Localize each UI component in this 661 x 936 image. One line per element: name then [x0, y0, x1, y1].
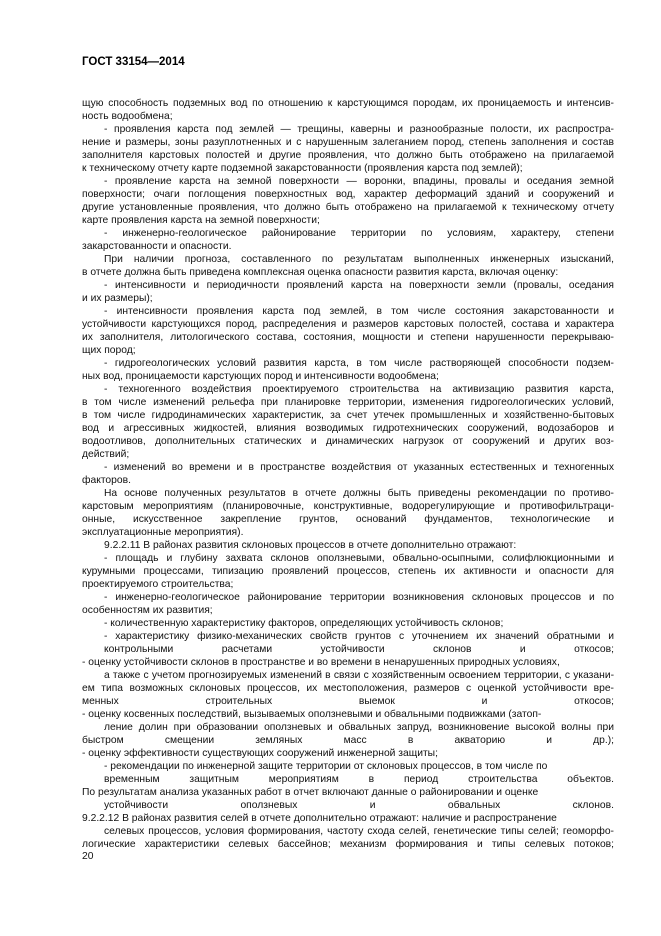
text-line: логические характеристики селевых бассейнов; механизм формирования и типы селевых потоков;	[82, 839, 614, 850]
text-line: менных строительных выемок и откосов;	[82, 696, 614, 707]
text-line: - оценку эффективности существующих сооружений инженерной защиты;	[82, 748, 438, 759]
text-line: щую способность подземных вод по отношению к карстующимся породам, их проницаемость и интенсив-	[82, 98, 614, 109]
text-line: онные, искусственное закрепление грунтов, оснований фундаментов, технологические и	[82, 514, 614, 525]
text-line: По результатам анализа указанных работ в отчет включают данные о районировании и оценке	[82, 787, 539, 798]
text-line: - интенсивности проявления карста под землей, в том числе состояния закарстованности и	[104, 306, 614, 317]
text-line: На основе полученных результатов в отчете должны быть приведены рекомендации по противо-	[104, 488, 614, 499]
text-line: водоотливов, дополнительных статических и динамических нагрузок от сооружений и других воз-	[82, 436, 614, 447]
text-line: карте проявления карста на земной поверхности;	[82, 215, 320, 226]
text-line: в том числе гидродинамических характеристик, за счет утечек промышленных и хозяйственно-бытовых	[82, 410, 614, 421]
text-line: вод и агрессивных жидкостей, влияния возводимых гидротехнических сооружений, водозаборов и	[82, 423, 614, 434]
text-line: в отчете должна быть приведена комплексная оценка опасности развития карста, включая оценку:	[82, 267, 559, 278]
text-line: - техногенного воздействия проектируемого строительства на активизацию развития карста,	[104, 384, 614, 395]
text-line: - инженерно-геологическое районирование территории по условиям, характеру, степени	[104, 228, 614, 239]
text-line: другие установленные проявления, что должно быть отображено на прилагаемой к техническому отчету	[82, 202, 614, 213]
text-line: в том числе изменений рельефа при планировке территории, изменения гидрогеологических условий,	[82, 397, 614, 408]
text-line: ем типа возможных склоновых процессов, их местоположения, размеров с оценкой устойчивости вре-	[82, 683, 614, 694]
text-line: их заполнителя, литологического состава, состояния, мощности и степени нарушенности перекрываю-	[82, 332, 614, 343]
text-line: 9.2.2.12 В районах развития селей в отчете дополнительно отражают: наличие и распространение	[82, 813, 557, 824]
text-line: эксплуатационные мероприятия).	[82, 527, 244, 538]
text-line: - оценку косвенных последствий, вызываемых оползневыми и обвальными подвижками (затоп-	[82, 709, 542, 720]
document-header: ГОСТ 33154—2014	[82, 56, 185, 68]
text-line: поверхности; очаги поглощения поверхностных вод, характер деформаций зданий и сооружений и	[82, 189, 614, 200]
text-line: курумными процессами, типизацию проявлений процессов, степень их активности и опасности для	[82, 566, 614, 577]
text-line: ных вод, проницаемости карстующих пород и интенсивности водообмена;	[82, 371, 439, 382]
text-line: контрольными расчетами устойчивости склонов и откосов;	[104, 644, 614, 655]
text-line: - гидрогеологических условий развития карста, в том числе растворяющей способности подзем-	[104, 358, 614, 369]
text-line: особенностям их развития;	[82, 605, 213, 616]
text-line: - площадь и глубину захвата склонов оползневыми, обвально-осыпными, солифлюкционными и	[104, 553, 614, 564]
text-line: - характеристику физико-механических свойств грунтов с уточнением их значений обратными и	[104, 631, 614, 642]
text-line: - изменений во времени и в пространстве воздействия от указанных естественных и техногенных	[104, 462, 614, 473]
text-line: ность водообмена;	[82, 111, 173, 122]
text-line: устойчивости карстующихся пород, распределения и размеров карстовых полостей, состава и характера	[82, 319, 614, 330]
page-number: 20	[82, 851, 94, 862]
text-line: к техническому отчету карте подземной закарстованности (проявления карста под землей);	[82, 163, 523, 174]
text-line: - количественную характеристику факторов, определяющих устойчивость склонов;	[104, 618, 504, 629]
text-line: закарстованности и опасности.	[82, 241, 232, 252]
text-line: - проявления карста под землей — трещины, каверны и разнообразные полости, их распростра-	[104, 124, 614, 135]
text-line: факторов.	[82, 475, 131, 486]
text-line: нение и размеры, зоны разуплотненных и с нарушенным залеганием пород, степень заполнения и состав	[82, 137, 614, 148]
text-line: заполнителя карстовых полостей и другие проявления, что должно быть отображено на прилагаемой	[82, 150, 614, 161]
text-line: селевых процессов, условия формирования, частоту схода селей, генетические типы селей; геоморфо-	[104, 826, 614, 837]
text-line: ление долин при образовании оползневых и обвальных запруд, возникновение высокой волны при	[104, 722, 614, 733]
text-line: а также с учетом прогнозируемых изменений в связи с хозяйственным освоением территории, с указани-	[104, 670, 614, 681]
text-line: - проявление карста на земной поверхности — воронки, впадины, провалы и оседания земной	[104, 176, 614, 187]
text-line: карстовым мероприятиям (планировочные, конструктивные, водорегулирующие и противофильтраци-	[82, 501, 614, 512]
text-line: - интенсивности и периодичности проявлений карста на поверхности земли (провалы, оседания	[104, 280, 614, 291]
text-line: 9.2.2.11 В районах развития склоновых процессов в отчете дополнительно отражают:	[104, 540, 517, 551]
text-line: и их размеры);	[82, 293, 153, 304]
text-line: - рекомендации по инженерной защите территории от склоновых процессов, в том числе по	[104, 761, 548, 772]
text-line: - инженерно-геологическое районирование территории возникновения склоновых процессов и по	[104, 592, 614, 603]
text-line: - оценку устойчивости склонов в пространстве и во времени в ненарушенных природных условиях,	[82, 657, 560, 668]
text-line: устойчивости оползневых и обвальных склонов.	[104, 800, 614, 811]
text-line: временным защитным мероприятиям в период строительства объектов.	[104, 774, 614, 785]
text-line: быстром смещении земляных масс в акваторию и др.);	[82, 735, 614, 746]
text-line: При наличии прогноза, составленного по результатам выполненных инженерных изысканий,	[104, 254, 614, 265]
text-line: действий;	[82, 449, 130, 460]
text-line: щих пород;	[82, 345, 136, 356]
text-line: проектируемого строительства;	[82, 579, 234, 590]
